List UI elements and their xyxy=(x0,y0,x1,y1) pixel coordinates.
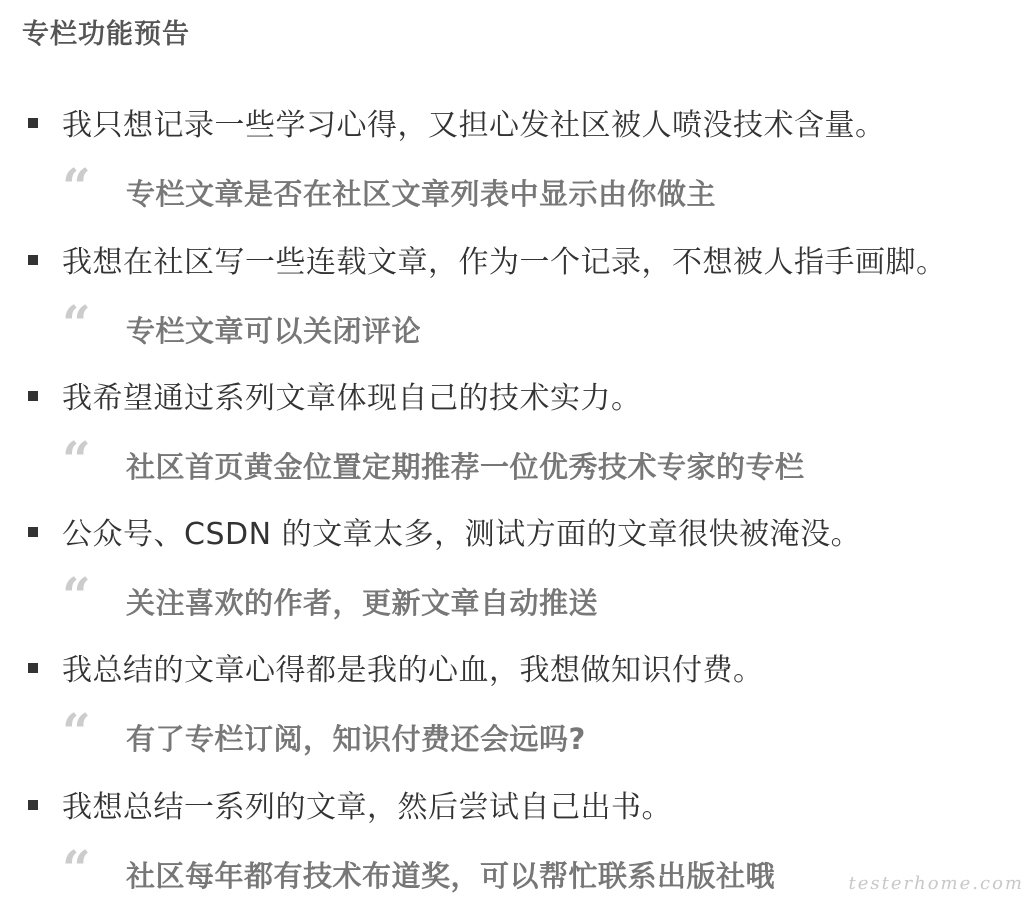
item-text: 我想总结一系列的文章，然后尝试自己出书。 xyxy=(62,790,672,825)
bullet-icon xyxy=(28,391,38,401)
item-quote: 有了专栏订阅，知识付费还会远吗? xyxy=(126,722,586,756)
bullet-icon xyxy=(28,255,38,265)
item-text: 我只想记录一些学习心得，又担心发社区被人喷没技术含量。 xyxy=(62,108,886,143)
item-quote: 专栏文章可以关闭评论 xyxy=(126,314,422,348)
quote-icon: “ xyxy=(62,430,91,489)
item-quote: 社区每年都有技术布道奖，可以帮忙联系出版社哦 xyxy=(126,859,776,893)
item-quote: 关注喜欢的作者，更新文章自动推送 xyxy=(126,586,599,620)
item-quote: 社区首页黄金位置定期推荐一位优秀技术专家的专栏 xyxy=(126,450,805,484)
quote-icon: “ xyxy=(62,294,91,353)
item-quote: 专栏文章是否在社区文章列表中显示由你做主 xyxy=(126,177,717,211)
bullet-icon xyxy=(28,800,38,810)
section-title: 专栏功能预告 xyxy=(22,19,190,50)
item-text: 我总结的文章心得都是我的心血，我想做知识付费。 xyxy=(62,653,764,688)
bullet-icon xyxy=(28,663,38,673)
quote-icon: “ xyxy=(62,157,91,216)
item-text: 我希望通过系列文章体现自己的技术实力。 xyxy=(62,381,642,416)
watermark: testerhome.com xyxy=(848,873,1024,894)
bullet-icon xyxy=(28,118,38,128)
bullet-icon xyxy=(28,527,38,537)
quote-icon: “ xyxy=(62,839,91,898)
quote-icon: “ xyxy=(62,566,91,625)
item-text: 公众号、CSDN 的文章太多，测试方面的文章很快被淹没。 xyxy=(62,517,862,552)
item-text: 我想在社区写一些连载文章，作为一个记录，不想被人指手画脚。 xyxy=(62,245,947,280)
quote-icon: “ xyxy=(62,702,91,761)
